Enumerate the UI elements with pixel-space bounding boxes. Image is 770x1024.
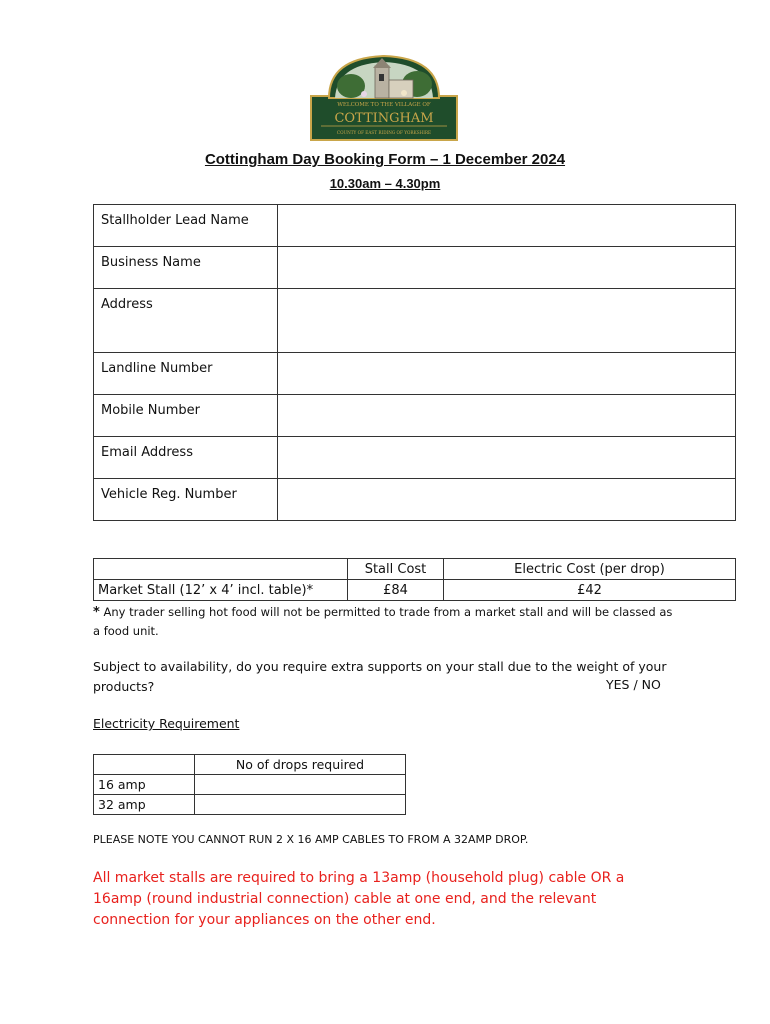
drops-16amp-field[interactable]	[195, 775, 406, 795]
header-cell-stall-cost: Stall Cost	[348, 559, 444, 580]
email-address-field[interactable]	[278, 437, 736, 479]
electricity-requirement-heading: Electricity Requirement	[93, 716, 240, 731]
table-row	[94, 353, 736, 395]
table-row	[94, 437, 736, 479]
table-row	[94, 479, 736, 521]
footnote-asterisk: *	[93, 605, 100, 620]
field-label: Stallholder Lead Name	[94, 205, 278, 247]
table-row	[94, 289, 736, 353]
table-row	[94, 775, 406, 795]
cottingham-village-logo	[309, 52, 459, 142]
amp-label: 16 amp	[94, 775, 195, 795]
table-row	[94, 247, 736, 289]
event-hours: 10.30am – 4.30pm	[329, 176, 441, 191]
footnote-text: Any trader selling hot food will not be permitted to trade from a market stall and will be classed as a food unit.	[93, 605, 673, 638]
drops-32amp-field[interactable]	[195, 795, 406, 815]
table-row	[94, 580, 736, 601]
hot-food-footnote	[93, 603, 683, 640]
table-header-row	[94, 559, 736, 580]
mobile-number-field[interactable]	[278, 395, 736, 437]
stall-cost-table	[93, 558, 736, 601]
table-header-row	[94, 755, 406, 775]
header-cell-drops: No of drops required	[195, 755, 406, 775]
field-label: Mobile Number	[94, 395, 278, 437]
field-label: Address	[94, 289, 278, 353]
header-cell	[94, 559, 348, 580]
stallholder-details-table	[93, 204, 736, 521]
extra-supports-question: Subject to availability, do you require extra supports on your stall due to the weight of your products?	[93, 659, 667, 694]
field-label: Email Address	[94, 437, 278, 479]
field-label: Vehicle Reg. Number	[94, 479, 278, 521]
market-stall-label: Market Stall (12’ x 4’ incl. table)*	[94, 580, 348, 601]
stall-cost-value: £84	[348, 580, 444, 601]
yes-no-choice[interactable]: YES / NO	[606, 677, 661, 692]
table-row	[94, 795, 406, 815]
table-row	[94, 205, 736, 247]
landline-number-field[interactable]	[278, 353, 736, 395]
cable-requirement-note: All market stalls are required to bring a 13amp (household plug) cable OR a 16amp (round industrial connection) cable at one end, and the relevant connection for your appliances on the other end.	[93, 870, 625, 928]
svg-text:COTTINGHAM: COTTINGHAM	[334, 111, 434, 126]
header-cell-electric-cost: Electric Cost (per drop)	[444, 559, 736, 580]
business-name-field[interactable]	[278, 247, 736, 289]
table-row	[94, 395, 736, 437]
form-title: Cottingham Day Booking Form – 1 December 2024	[204, 151, 566, 168]
address-field[interactable]	[278, 289, 736, 353]
electric-cost-value: £42	[444, 580, 736, 601]
svg-text:WELCOME TO THE VILLAGE OF: WELCOME TO THE VILLAGE OF	[337, 102, 431, 108]
header-cell	[94, 755, 195, 775]
electricity-drops-table	[93, 754, 406, 815]
amp-label: 32 amp	[94, 795, 195, 815]
svg-text:COUNTY OF EAST RIDING OF YORKS: COUNTY OF EAST RIDING OF YORKSHIRE	[336, 130, 432, 135]
vehicle-reg-field[interactable]	[278, 479, 736, 521]
field-label: Business Name	[94, 247, 278, 289]
stallholder-lead-name-field[interactable]	[278, 205, 736, 247]
cable-warning-note: PLEASE NOTE YOU CANNOT RUN 2 X 16 AMP CABLES TO FROM A 32AMP DROP.	[93, 833, 529, 846]
field-label: Landline Number	[94, 353, 278, 395]
